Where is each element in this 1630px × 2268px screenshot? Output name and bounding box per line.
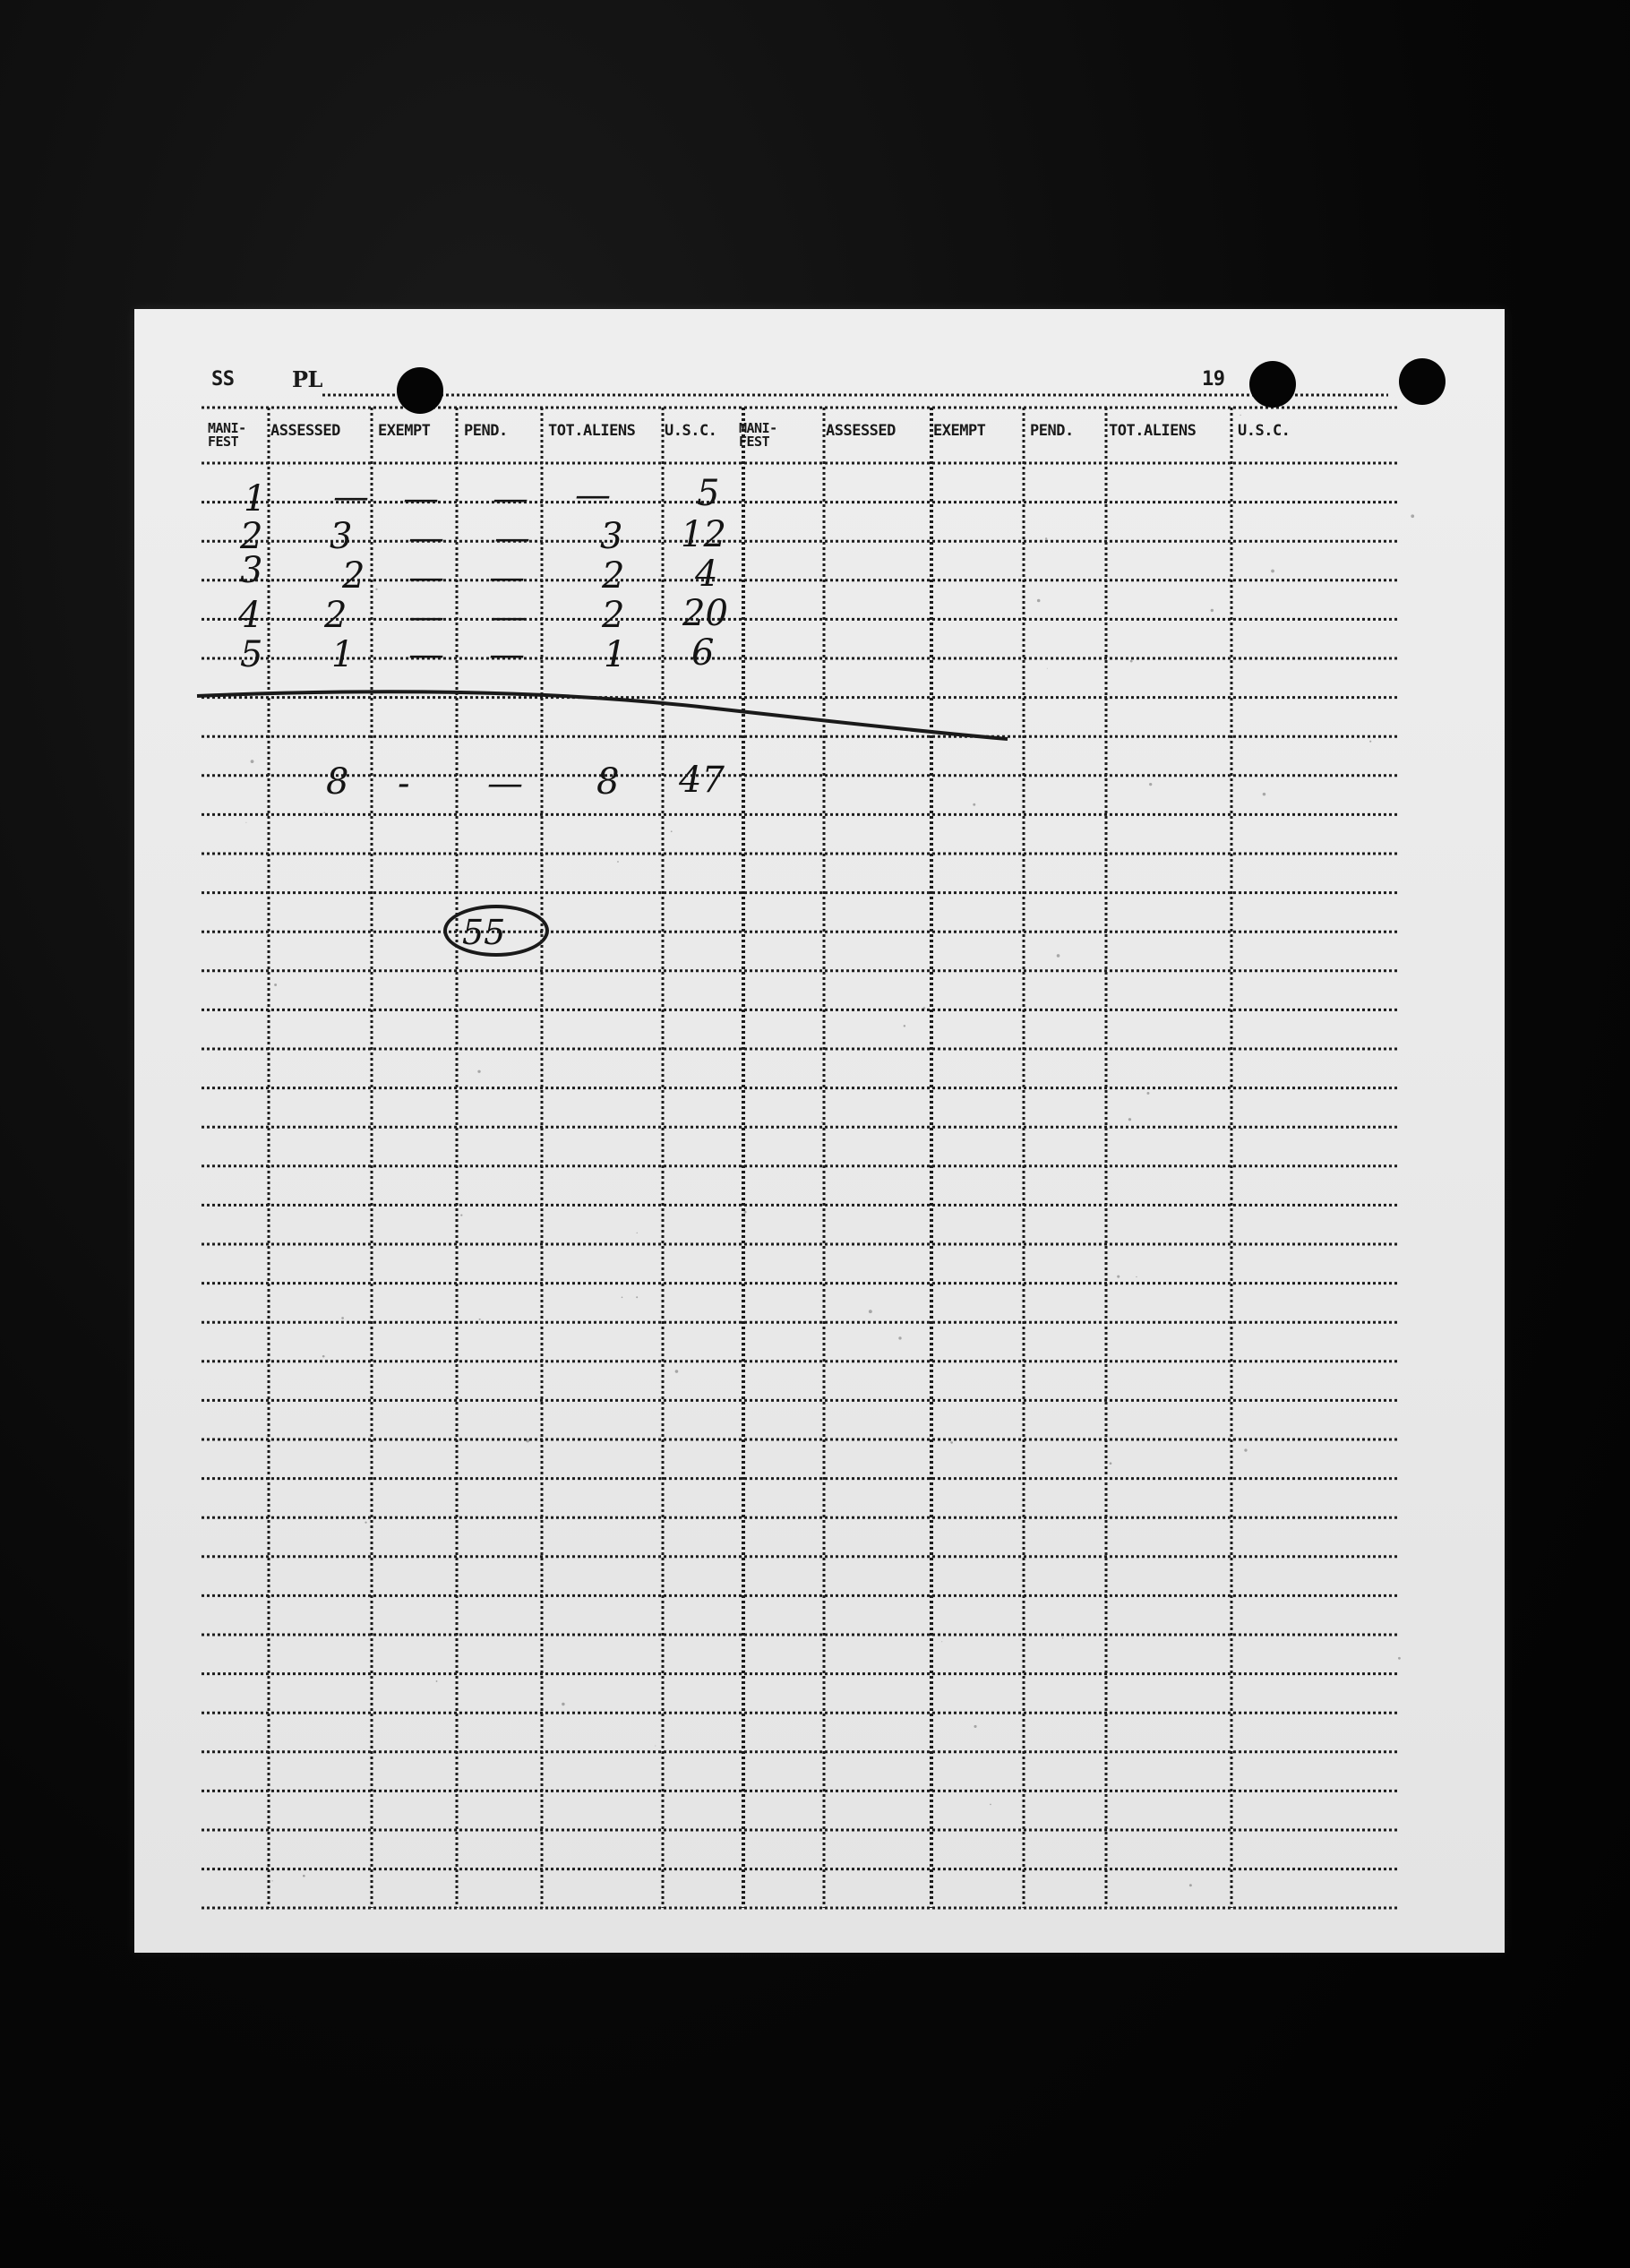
- scan-speck: [1149, 783, 1152, 786]
- scan-speck: [460, 1214, 462, 1216]
- scan-speck: [655, 1746, 656, 1747]
- header-assessed-left: ASSESSED: [270, 422, 340, 440]
- row-4-assessed: 2: [324, 595, 347, 636]
- grand-total: 55: [462, 913, 506, 952]
- row-5-tot-aliens: 1: [604, 634, 627, 675]
- row-3-manifest: 3: [240, 550, 263, 591]
- scan-speck: [904, 1025, 905, 1027]
- scan-speck: [1057, 954, 1060, 958]
- total-tot-aliens: 8: [596, 761, 620, 803]
- header-exempt-left: EXEMPT: [378, 422, 431, 440]
- header-tot-aliens-left: TOT.ALIENS: [548, 422, 636, 440]
- scan-speck: [1130, 660, 1133, 663]
- scan-speck: [671, 830, 673, 832]
- scan-speck: [1117, 1276, 1120, 1278]
- scan-speck: [477, 1070, 480, 1073]
- row-5-assessed: 1: [331, 634, 355, 675]
- row-1-exempt: —: [403, 478, 439, 520]
- row-5-manifest: 5: [240, 634, 263, 675]
- scan-speck: [1128, 1118, 1131, 1121]
- scan-speck: [923, 1007, 926, 1009]
- row-4-pend: —: [491, 597, 527, 638]
- scan-speck: [744, 1211, 747, 1214]
- scan-speck: [741, 1731, 742, 1732]
- scan-speck: [675, 1370, 679, 1373]
- scan-speck: [323, 812, 325, 813]
- row-2-usc: 12: [681, 514, 726, 555]
- header-usc-left: U.S.C.: [665, 422, 717, 440]
- scan-speck: [526, 1439, 529, 1442]
- punch-hole-middle: [1249, 361, 1296, 408]
- row-1-pend: —: [493, 478, 528, 520]
- header-pend-left: PEND.: [464, 422, 508, 440]
- row-2-pend: —: [494, 518, 530, 559]
- header-usc-right: U.S.C.: [1238, 422, 1291, 440]
- scan-speck: [479, 1319, 481, 1320]
- scan-speck: [617, 861, 619, 863]
- total-exempt: -: [398, 763, 410, 804]
- scan-speck: [821, 1121, 823, 1123]
- scan-speck: [622, 1297, 623, 1299]
- row-4-manifest: 4: [238, 595, 262, 636]
- scan-speck: [974, 1725, 976, 1728]
- row-4-usc: 20: [682, 593, 728, 634]
- row-1-tot-aliens: —: [575, 475, 611, 516]
- row-1-assessed: —: [333, 477, 369, 518]
- row-3-exempt: —: [408, 557, 444, 598]
- scan-speck: [1189, 1884, 1192, 1886]
- scan-speck: [973, 803, 975, 806]
- header-manifest-left: MANI- FEST: [208, 420, 246, 450]
- scan-speck: [1369, 741, 1371, 743]
- scan-speck: [898, 1336, 901, 1339]
- scan-speck: [436, 1680, 438, 1682]
- header-tot-aliens-right: TOT.ALIENS: [1109, 422, 1197, 440]
- scan-speck: [990, 1804, 991, 1806]
- scan-speck: [941, 1641, 942, 1642]
- row-3-assessed: 2: [342, 555, 365, 597]
- scan-speck: [950, 1441, 953, 1444]
- scan-speck: [245, 822, 246, 823]
- scan-speck: [663, 710, 664, 711]
- scan-speck: [1136, 1276, 1137, 1277]
- scan-speck: [274, 984, 277, 986]
- scan-speck: [1411, 514, 1414, 518]
- scan-speck: [1037, 599, 1041, 603]
- scan-speck: [288, 466, 289, 467]
- scan-speck: [1263, 793, 1266, 796]
- scan-speck: [930, 1306, 931, 1307]
- row-3-tot-aliens: 2: [602, 555, 625, 597]
- row-2-exempt: —: [408, 518, 444, 559]
- row-3-usc: 4: [695, 554, 718, 595]
- punch-hole-right: [1399, 358, 1446, 405]
- row-5-usc: 6: [691, 632, 715, 674]
- port-code: PL: [292, 366, 322, 392]
- row-2-tot-aliens: 3: [600, 516, 623, 557]
- scan-speck: [1047, 668, 1048, 669]
- row-2-assessed: 3: [330, 516, 353, 557]
- scan-speck: [1110, 1462, 1112, 1465]
- header-pend-right: PEND.: [1030, 422, 1074, 440]
- header-manifest-right: MANI- FEST: [739, 420, 777, 450]
- row-4-tot-aliens: 2: [602, 595, 625, 636]
- scan-speck: [375, 588, 377, 590]
- scan-speck: [1045, 537, 1047, 539]
- row-2-manifest: 2: [240, 516, 263, 557]
- handwritten-sum-line: [197, 692, 1008, 739]
- scan-speck: [1271, 570, 1274, 573]
- scan-speck: [251, 760, 254, 763]
- ship-prefix: SS: [211, 368, 235, 391]
- manifest-tally-form: [134, 309, 1505, 1953]
- row-3-pend: —: [489, 557, 525, 598]
- scan-speck: [840, 1755, 841, 1756]
- scan-speck: [365, 1521, 366, 1523]
- row-5-pend: —: [489, 634, 525, 675]
- year-prefix: 19: [1202, 368, 1225, 391]
- header-assessed-right: ASSESSED: [826, 422, 896, 440]
- scan-speck: [1146, 1092, 1149, 1095]
- scan-speck: [636, 1296, 638, 1298]
- scan-speck: [1211, 609, 1214, 612]
- row-5-exempt: —: [408, 634, 444, 675]
- scan-speck: [1398, 1657, 1401, 1660]
- row-4-exempt: —: [408, 597, 444, 638]
- scan-speck: [322, 1355, 325, 1358]
- total-assessed: 8: [326, 761, 349, 803]
- scan-speck: [1062, 1637, 1063, 1638]
- scan-speck: [869, 1310, 872, 1313]
- scan-speck: [271, 1880, 272, 1881]
- total-pend: —: [487, 763, 523, 804]
- punch-hole-left: [397, 367, 443, 414]
- scan-speck: [303, 1875, 305, 1877]
- row-1-usc: 5: [697, 473, 720, 514]
- total-usc: 47: [679, 760, 725, 801]
- header-exempt-right: EXEMPT: [933, 422, 986, 440]
- row-1-manifest: 1: [244, 478, 267, 520]
- scan-speck: [1244, 1448, 1247, 1451]
- scan-speck: [562, 1703, 564, 1705]
- scan-speck: [341, 1317, 344, 1319]
